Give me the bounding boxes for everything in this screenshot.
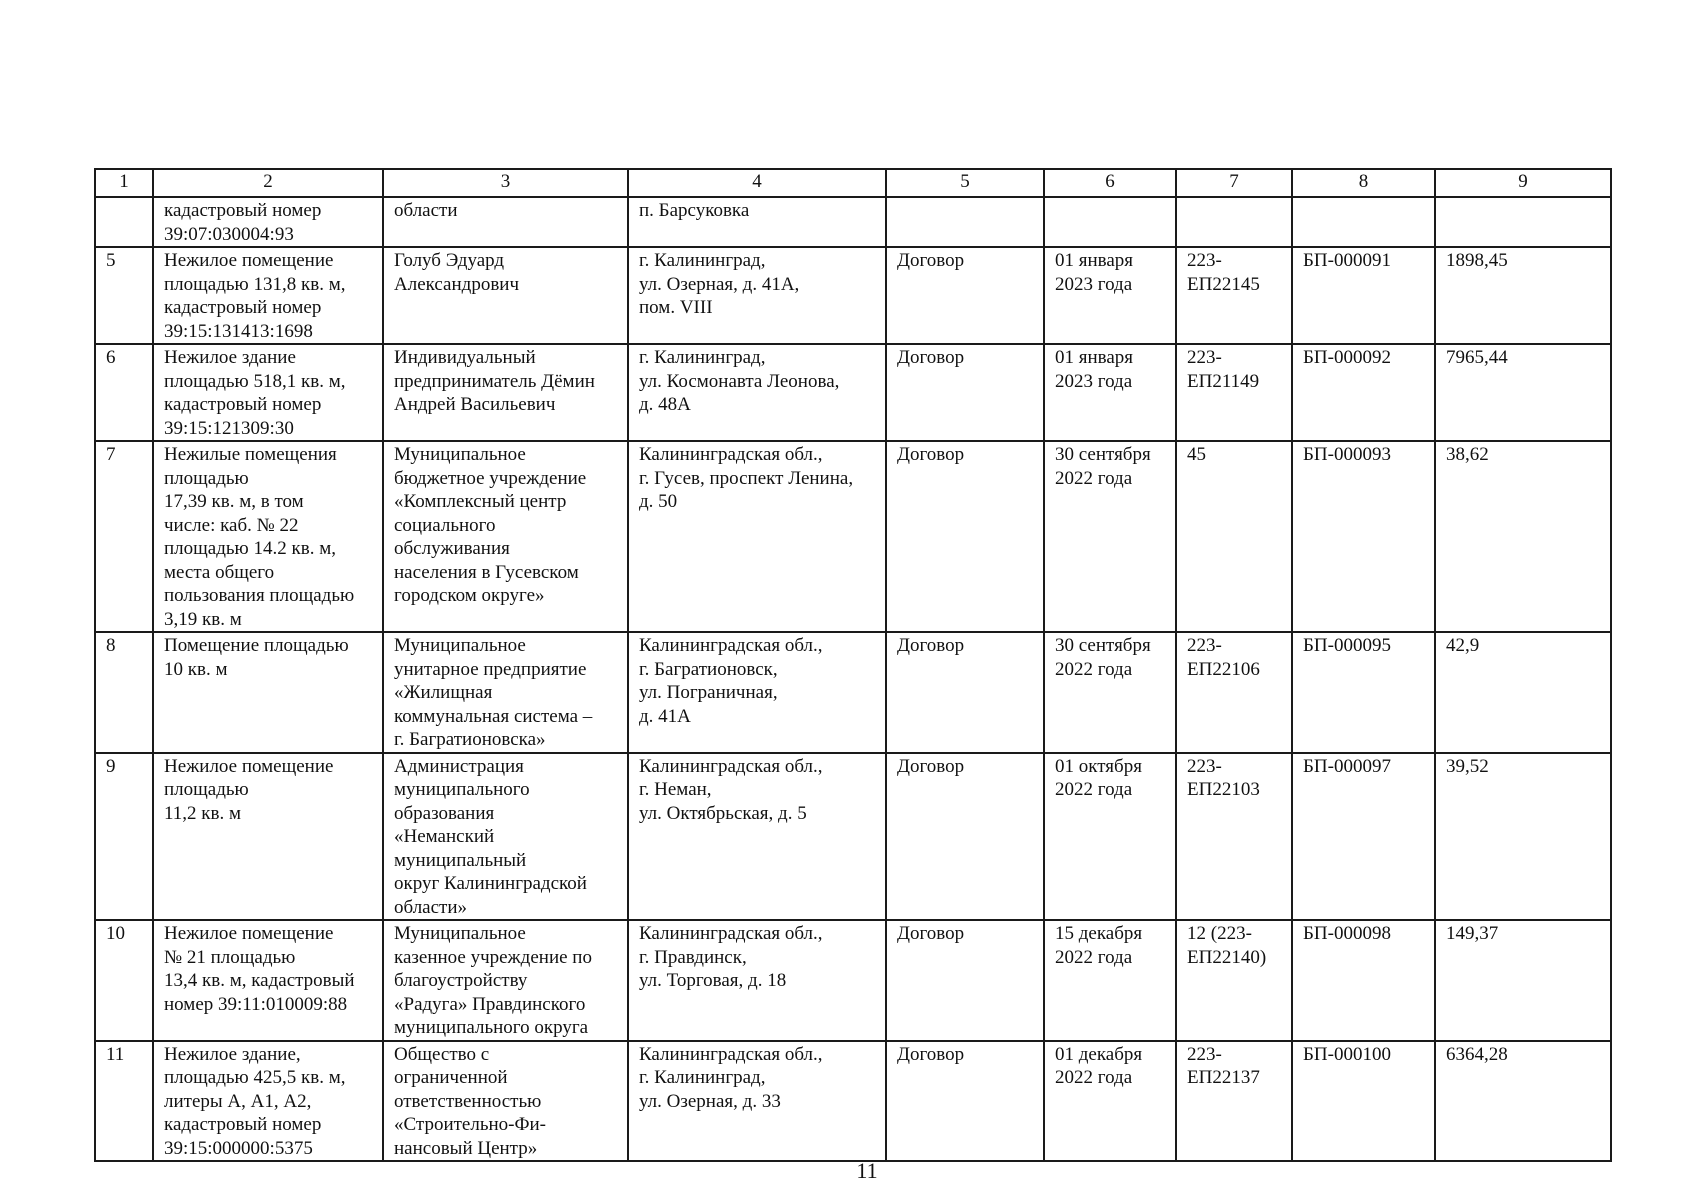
column-header: 9 — [1435, 169, 1611, 197]
property-lease-table — [94, 168, 1612, 1162]
document-type-cell — [886, 344, 1044, 441]
date-cell — [1044, 632, 1176, 753]
column-header: 6 — [1044, 169, 1176, 197]
object-description-cell-text: Нежилое помещение площадью 131,8 кв. м, кадастровый номер 39:15:131413:1698 — [164, 250, 346, 342]
date-cell-text: 01 января 2023 года — [1055, 347, 1134, 392]
address-cell-text: г. Калининград, ул. Озерная, д. 41А, пом. VIII — [639, 250, 800, 318]
amount-cell-text: 38,62 — [1446, 444, 1489, 465]
object-description-cell-text: Нежилое здание площадью 518,1 кв. м, кадастровый номер 39:15:121309:30 — [164, 347, 346, 439]
code-cell-text: БП-000100 — [1303, 1043, 1391, 1065]
object-description-cell — [153, 247, 383, 344]
code-cell — [1292, 344, 1435, 441]
document-number-cell-text: 223- ЕП21149 — [1187, 347, 1260, 392]
document-type-cell — [886, 632, 1044, 753]
address-cell — [628, 1041, 886, 1162]
object-description-cell-text: Нежилое здание, площадью 425,5 кв. м, литеры А, А1, А2, кадастровый номер 39:15:000000:5375 — [164, 1043, 346, 1159]
address-cell — [628, 753, 886, 921]
date-cell-text: 01 января 2023 года — [1055, 250, 1134, 295]
row-number-cell — [95, 920, 153, 1041]
tenant-cell-text: Общество с ограниченной ответственностью «Строительно-Фи- нансовый Центр» — [394, 1043, 547, 1159]
tenant-cell — [383, 753, 628, 921]
tenant-cell — [383, 920, 628, 1041]
page-number: 11 — [856, 1158, 878, 1183]
column-number-row — [95, 169, 1611, 197]
row-number-cell-text: 6 — [106, 347, 116, 368]
tenant-cell — [383, 1041, 628, 1162]
document-number-cell-text: 223- ЕП22145 — [1187, 250, 1260, 295]
code-cell — [1292, 247, 1435, 344]
table-row — [95, 344, 1611, 441]
row-number-cell — [95, 441, 153, 632]
address-cell — [628, 920, 886, 1041]
date-cell — [1044, 344, 1176, 441]
code-cell-text: БП-000091 — [1303, 250, 1391, 271]
document-type-cell-text: Договор — [897, 635, 965, 656]
row-number-cell-text: 9 — [106, 755, 116, 777]
object-description-cell — [153, 753, 383, 921]
code-cell — [1292, 1041, 1435, 1162]
document-type-cell — [886, 1041, 1044, 1162]
date-cell — [1044, 753, 1176, 921]
tenant-cell-text: Муниципальное унитарное предприятие «Жилищная коммунальная система – г. Багратионовска» — [394, 635, 593, 750]
table-row — [95, 753, 1611, 921]
row-number-cell-text: 7 — [106, 444, 116, 465]
tenant-cell-text: области — [394, 200, 458, 221]
amount-cell — [1435, 344, 1611, 441]
column-header: 4 — [628, 169, 886, 197]
document-type-cell-text: Договор — [897, 755, 965, 777]
code-cell — [1292, 197, 1435, 247]
document-type-cell-text: Договор — [897, 444, 965, 465]
tenant-cell — [383, 632, 628, 753]
object-description-cell-text: кадастровый номер 39:07:030004:93 — [164, 200, 322, 245]
row-number-cell — [95, 344, 153, 441]
amount-cell — [1435, 247, 1611, 344]
object-description-cell — [153, 1041, 383, 1162]
code-cell-text: БП-000097 — [1303, 755, 1391, 777]
object-description-cell-text: Нежилые помещения площадью 17,39 кв. м, в том числе: каб. № 22 площадью 14.2 кв. м, места общего пользования площадью 3,19 кв. м — [164, 444, 355, 630]
document-number-cell-text: 45 — [1187, 444, 1206, 465]
address-cell-text: г. Калининград, ул. Космонавта Леонова, д. 48А — [639, 347, 840, 415]
table-body — [95, 197, 1611, 1161]
code-cell — [1292, 632, 1435, 753]
date-cell-text: 30 сентября 2022 года — [1055, 635, 1151, 680]
tenant-cell-text: Муниципальное бюджетное учреждение «Комплексный центр социального обслуживания населения в Гусевском городском округе» — [394, 444, 587, 606]
table-row — [95, 1041, 1611, 1162]
date-cell — [1044, 920, 1176, 1041]
date-cell-text: 15 декабря 2022 года — [1055, 923, 1143, 968]
row-number-cell-text: 10 — [106, 923, 125, 944]
table-row — [95, 247, 1611, 344]
address-cell-text: Калининградская обл., г. Неман, ул. Октябрьская, д. 5 — [639, 755, 823, 824]
date-cell — [1044, 441, 1176, 632]
address-cell-text: Калининградская обл., г. Багратионовск, ул. Пограничная, д. 41А — [639, 635, 823, 727]
table-row — [95, 441, 1611, 632]
tenant-cell — [383, 247, 628, 344]
tenant-cell-text: Муниципальное казенное учреждение по благоустройству «Радуга» Правдинского муниципального округа — [394, 923, 592, 1038]
document-type-cell-text: Договор — [897, 1043, 965, 1065]
row-number-cell — [95, 1041, 153, 1162]
amount-cell-text: 149,37 — [1446, 923, 1499, 944]
date-cell — [1044, 197, 1176, 247]
code-cell-text: БП-000098 — [1303, 923, 1391, 944]
object-description-cell — [153, 441, 383, 632]
amount-cell — [1435, 920, 1611, 1041]
address-cell-text: Калининградская обл., г. Калининград, ул. Озерная, д. 33 — [639, 1043, 823, 1112]
object-description-cell-text: Помещение площадью 10 кв. м — [164, 635, 349, 680]
address-cell — [628, 632, 886, 753]
amount-cell — [1435, 632, 1611, 753]
date-cell-text: 01 декабря 2022 года — [1055, 1043, 1143, 1088]
date-cell — [1044, 1041, 1176, 1162]
address-cell — [628, 344, 886, 441]
document-number-cell — [1176, 247, 1292, 344]
document-number-cell — [1176, 753, 1292, 921]
code-cell-text: БП-000092 — [1303, 347, 1391, 368]
amount-cell-text: 42,9 — [1446, 635, 1480, 656]
row-number-cell-text: 11 — [106, 1043, 125, 1065]
table-row — [95, 197, 1611, 247]
amount-cell — [1435, 441, 1611, 632]
document-number-cell-text: 223- ЕП22137 — [1187, 1043, 1260, 1088]
document-type-cell-text: Договор — [897, 923, 965, 944]
document-type-cell-text: Договор — [897, 250, 965, 271]
tenant-cell-text: Голуб Эдуард Александрович — [394, 250, 520, 295]
document-type-cell — [886, 920, 1044, 1041]
address-cell-text: Калининградская обл., г. Гусев, проспект Ленина, д. 50 — [639, 444, 854, 512]
document-type-cell — [886, 247, 1044, 344]
row-number-cell-text: 5 — [106, 250, 116, 271]
document-number-cell — [1176, 441, 1292, 632]
code-cell-text: БП-000095 — [1303, 635, 1391, 656]
amount-cell-text: 1898,45 — [1446, 250, 1508, 271]
document-number-cell — [1176, 920, 1292, 1041]
column-header: 3 — [383, 169, 628, 197]
code-cell-text: БП-000093 — [1303, 444, 1391, 465]
tenant-cell-text: Администрация муниципального образования «Неманский муниципальный округ Калининградской области» — [394, 755, 587, 918]
document-type-cell — [886, 441, 1044, 632]
column-header: 1 — [95, 169, 153, 197]
code-cell — [1292, 920, 1435, 1041]
amount-cell-text: 7965,44 — [1446, 347, 1508, 368]
document-type-cell-text: Договор — [897, 347, 965, 368]
column-header: 8 — [1292, 169, 1435, 197]
document-number-cell — [1176, 1041, 1292, 1162]
row-number-cell-text: 8 — [106, 635, 116, 656]
row-number-cell — [95, 632, 153, 753]
tenant-cell-text: Индивидуальный предприниматель Дёмин Андрей Васильевич — [394, 347, 595, 415]
document-number-cell-text: 12 (223- ЕП22140) — [1187, 923, 1267, 968]
object-description-cell-text: Нежилое помещение № 21 площадью 13,4 кв. м, кадастровый номер 39:11:010009:88 — [164, 923, 355, 1015]
address-cell — [628, 441, 886, 632]
document-type-cell — [886, 753, 1044, 921]
object-description-cell — [153, 344, 383, 441]
object-description-cell — [153, 197, 383, 247]
amount-cell — [1435, 753, 1611, 921]
row-number-cell — [95, 753, 153, 921]
code-cell — [1292, 753, 1435, 921]
tenant-cell — [383, 441, 628, 632]
object-description-cell — [153, 632, 383, 753]
document-number-cell — [1176, 632, 1292, 753]
document-number-cell-text: 223- ЕП22103 — [1187, 755, 1260, 800]
column-header: 7 — [1176, 169, 1292, 197]
address-cell-text: п. Барсуковка — [639, 200, 750, 221]
column-header: 5 — [886, 169, 1044, 197]
amount-cell — [1435, 197, 1611, 247]
document-number-cell — [1176, 197, 1292, 247]
address-cell — [628, 197, 886, 247]
document-number-cell — [1176, 344, 1292, 441]
document-number-cell-text: 223- ЕП22106 — [1187, 635, 1260, 680]
tenant-cell — [383, 197, 628, 247]
row-number-cell — [95, 247, 153, 344]
tenant-cell — [383, 344, 628, 441]
table-row — [95, 632, 1611, 753]
object-description-cell-text: Нежилое помещение площадью 11,2 кв. м — [164, 755, 334, 824]
object-description-cell — [153, 920, 383, 1041]
address-cell-text: Калининградская обл., г. Правдинск, ул. Торговая, д. 18 — [639, 923, 823, 991]
amount-cell-text: 6364,28 — [1446, 1043, 1508, 1065]
column-header: 2 — [153, 169, 383, 197]
address-cell — [628, 247, 886, 344]
code-cell — [1292, 441, 1435, 632]
date-cell-text: 01 октября 2022 года — [1055, 755, 1142, 800]
table-row — [95, 920, 1611, 1041]
amount-cell — [1435, 1041, 1611, 1162]
document-type-cell — [886, 197, 1044, 247]
date-cell-text: 30 сентября 2022 года — [1055, 444, 1151, 489]
date-cell — [1044, 247, 1176, 344]
amount-cell-text: 39,52 — [1446, 755, 1489, 777]
row-number-cell — [95, 197, 153, 247]
